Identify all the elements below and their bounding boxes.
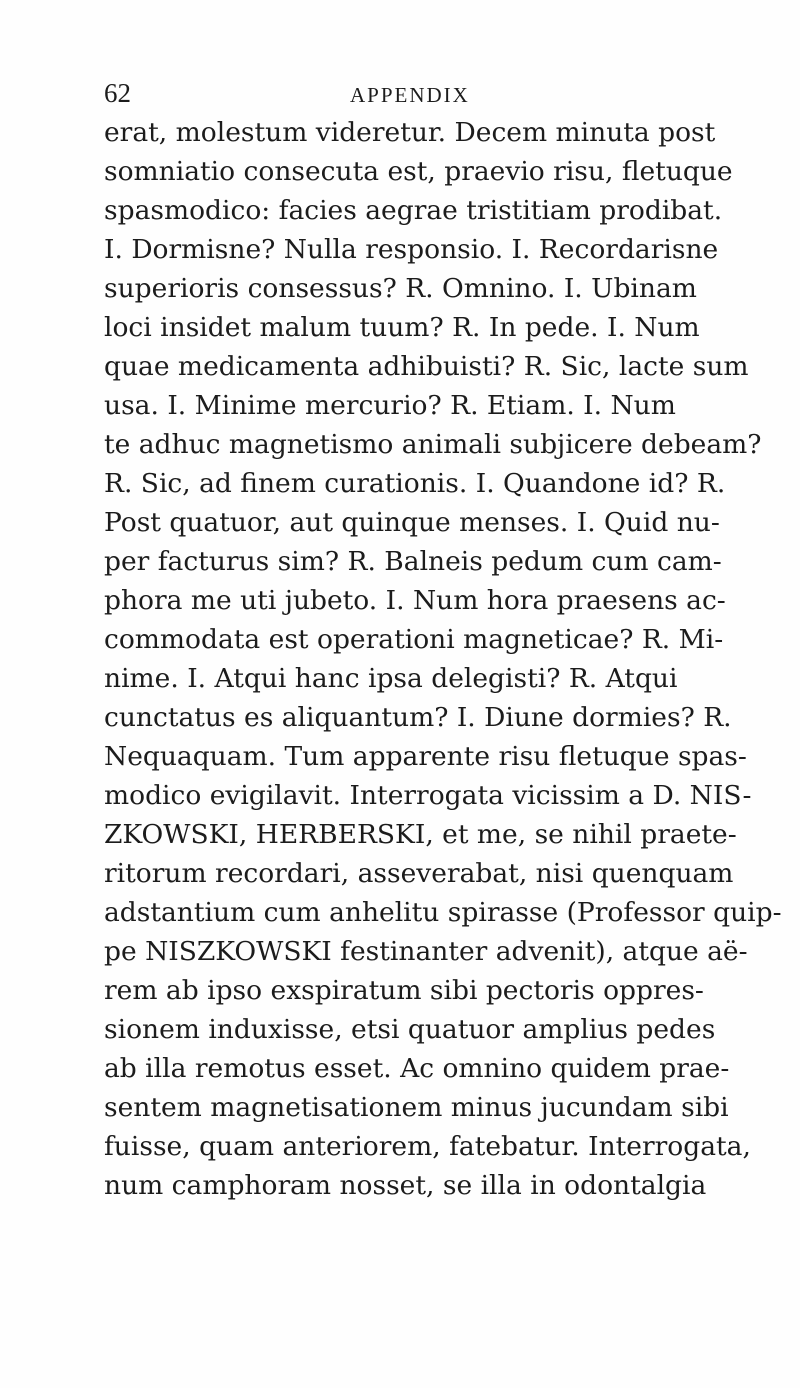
text-line: rem ab ipso exspiratum sibi pectoris oppres- [104, 975, 704, 1006]
text-line: somniatio consecuta est, praevio risu, fletuque [104, 156, 733, 187]
text-line: te adhuc magnetismo animali subjicere debeam? [104, 429, 762, 460]
text-line: quae medicamenta adhibuisti? R. Sic, lacte sum [104, 351, 749, 382]
text-line: nime. I. Atqui hanc ipsa delegisti? R. Atqui [104, 663, 678, 694]
text-line: usa. I. Minime mercurio? R. Etiam. I. Num [104, 390, 676, 421]
text-line: Nequaquam. Tum apparente risu fletuque spas- [104, 741, 747, 772]
page-number: 62 [104, 78, 131, 108]
text-line: modico evigilavit. Interrogata vicissim a D. NIS- [104, 780, 752, 811]
text-line: sionem induxisse, etsi quatuor amplius pedes [104, 1014, 716, 1045]
text-line: num camphoram nosset, se illa in odontalgia [104, 1170, 707, 1201]
text-line: ritorum recordari, asseverabat, nisi quenquam [104, 858, 734, 889]
text-line: cunctatus es aliquantum? I. Diune dormies? R. [104, 702, 732, 733]
text-line: ab illa remotus esset. Ac omnino quidem prae- [104, 1053, 730, 1084]
text-line: superioris consessus? R. Omnino. I. Ubinam [104, 273, 697, 304]
text-line: I. Dormisne? Nulla responsio. I. Recordarisne [104, 234, 719, 265]
text-line: R. Sic, ad finem curationis. I. Quandone id? R. [104, 468, 726, 499]
text-line: phora me uti jubeto. I. Num hora praesens ac- [104, 585, 726, 616]
text-line: Post quatuor, aut quinque menses. I. Quid nu- [104, 507, 720, 538]
text-line: pe NISZKOWSKI festinanter advenit), atque aë- [104, 936, 748, 967]
text-line: per facturus sim? R. Balneis pedum cum cam- [104, 546, 722, 577]
running-head: APPENDIX [350, 83, 470, 107]
text-line: spasmodico: facies aegrae tristitiam prodibat. [104, 195, 723, 226]
text-line: commodata est operationi magneticae? R. Mi- [104, 624, 724, 655]
text-line: loci insidet malum tuum? R. In pede. I. Num [104, 312, 700, 343]
text-line: erat, molestum videretur. Decem minuta post [104, 117, 716, 148]
page-header [104, 76, 704, 110]
text-line: adstantium cum anhelitu spirasse (Professor quip- [104, 897, 782, 928]
text-line: sentem magnetisationem minus jucundam sibi [104, 1092, 729, 1123]
text-line: ZKOWSKI, HERBERSKI, et me, se nihil praete- [104, 819, 737, 850]
text-line: fuisse, quam anteriorem, fatebatur. Interrogata, [104, 1131, 751, 1162]
